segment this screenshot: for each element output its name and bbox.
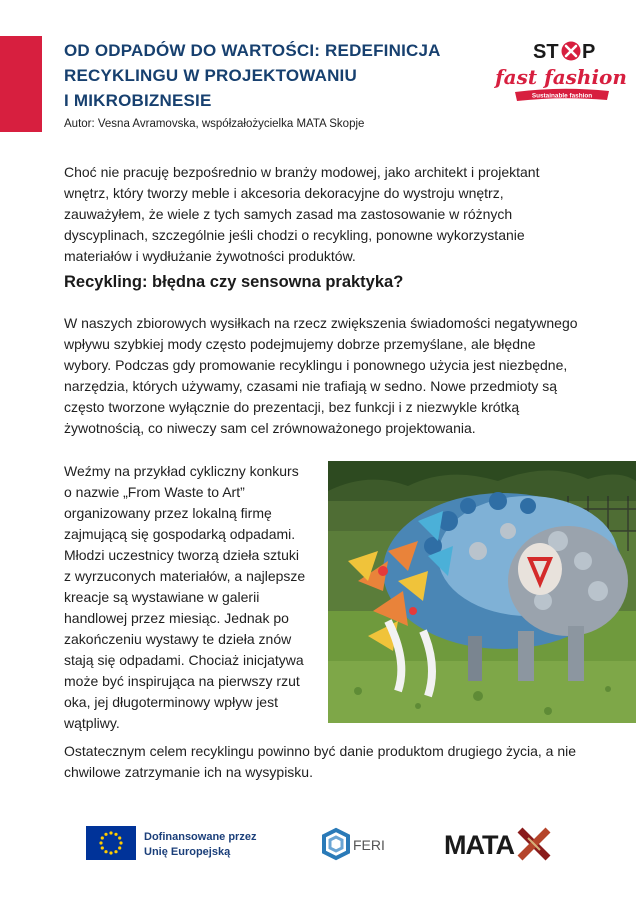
title-line-1: OD ODPADÓW DO WARTOŚCI: REDEFINICJA <box>64 41 441 60</box>
logo-fast-fashion-text: fast fashion <box>495 65 627 89</box>
logo-stop-suffix: P <box>582 41 596 63</box>
feri-hexagon-icon <box>324 830 348 858</box>
closing-paragraph: Ostatecznym celem recyklingu powinno być danie produktom drugiego życia, a nie chwilowe zatrzymanie ich na wysypisku. <box>64 743 577 780</box>
mata-text: MATA <box>444 830 514 860</box>
section-heading: Recykling: błędna czy sensowna praktyka? <box>64 273 404 291</box>
logo-tagline: Sustainable fashion <box>531 92 593 100</box>
eu-flag-icon <box>86 826 136 860</box>
author-line: Autor: Vesna Avramovska, współzałożycielka MATA Skopje <box>64 118 365 130</box>
header-accent-bar <box>0 36 42 132</box>
page-title <box>64 38 484 113</box>
feri-text: FERI <box>353 837 385 853</box>
eu-text-line-2: Unię Europejską <box>144 846 231 858</box>
paragraph-2: W naszych zbiorowych wysiłkach na rzecz zwiększenia świadomości negatywnego wpływu szybkiej mody często podejmujemy dobrze przemyślane, ale błędne wybory. Podczas gdy promowanie recyklingu i ponownego użycia jest niezbędne, narzędzia, których używamy, czasami nie trafiają w sedno. Nowe przedmioty są często tworzone wyłącznie do prezentacji, bez funkcji i z niezwykle krótką żywotnością, co niweczy sam cel zrównoważonego projektowania. <box>64 315 578 436</box>
mata-x-icon <box>520 830 548 858</box>
eu-cofunded-logo <box>86 826 262 862</box>
logo-stop-prefix: ST <box>533 41 559 63</box>
feri-logo <box>320 826 390 862</box>
intro-paragraph: Choć nie pracuję bezpośrednio w branży modowej, jako architekt i projektant wnętrz, który tworzy meble i akcesoria dekoracyjne do wystroju wnętrz, zauważyłem, że wiele z tych samych zasad ma zastosowanie w różnych dyscyplinach, szczególnie jeśli chodzi o recykling, ponowne wykorzystanie materiałów i wydłużanie żywotności produktów. <box>64 164 540 264</box>
title-line-3: I MIKROBIZNESIE <box>64 91 212 110</box>
mata-logo <box>444 828 548 860</box>
eu-text-line-1: Dofinansowane przez <box>144 831 257 843</box>
paragraph-3: Weźmy na przykład cykliczny konkurs o nazwie „From Waste to Art” organizowany przez lokalną firmę zajmującą się gospodarką odpadami. Młodzi uczestnicy tworzą dzieła sztuki z wyrzuconych materiałów, a najlepsze kreacje są wystawiane w galerii handlowej przez miesiąc. Jednak po zakończeniu wystawy te dzieła znów stają się odpadami. Chociaż inicjatywa może być inspirująca na pierwszy rzut oka, jej długoterminowy wpływ jest wątpliwy. <box>64 463 306 731</box>
title-line-2: RECYKLINGU W PROJEKTOWANIU <box>64 66 357 85</box>
stop-fast-fashion-logo <box>495 36 627 114</box>
sculpture-photo <box>328 461 636 723</box>
